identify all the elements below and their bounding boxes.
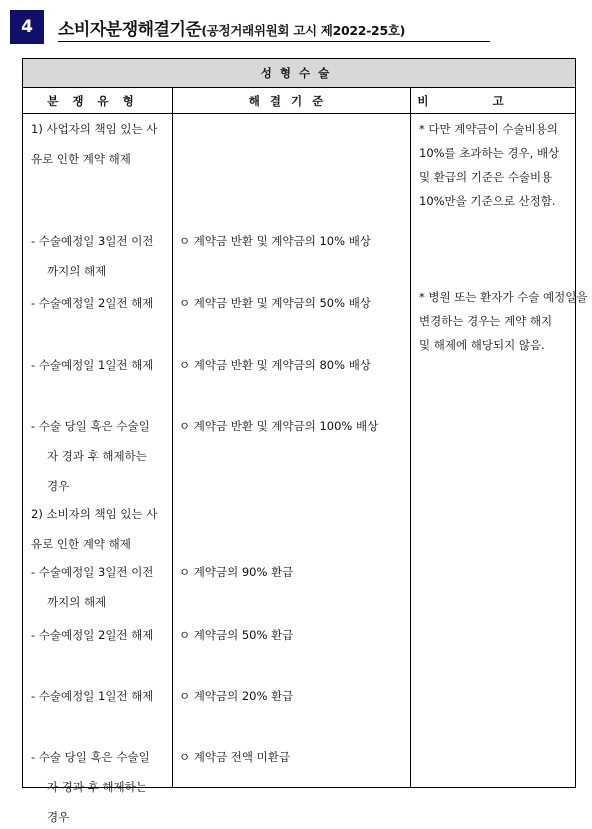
- page-title: [58, 15, 405, 40]
- dispute-type-line: 자 경과 후 해제하는: [47, 780, 147, 794]
- header-remarks: 비고: [417, 93, 568, 108]
- remark-line: 10%를 초과하는 경우, 배상: [419, 146, 560, 160]
- dispute-resolution-table: [22, 58, 588, 824]
- remark-line: 10%만을 기준으로 산정함.: [419, 194, 556, 208]
- dispute-type-line: - 수술 당일 혹은 수술일: [31, 419, 150, 433]
- dispute-type-line: 경우: [47, 479, 70, 493]
- dispute-type-line: - 수술예정일 1일전 해제: [31, 689, 154, 703]
- dispute-type-line: 2) 소비자의 책임 있는 사: [31, 507, 158, 521]
- dispute-type-line: - 수술예정일 3일전 이전: [31, 234, 154, 248]
- table-caption: 성형수술: [23, 59, 575, 88]
- column-divider: [172, 88, 173, 788]
- dispute-type-line: - 수술예정일 1일전 해제: [31, 358, 154, 372]
- dispute-type-line: - 수술예정일 3일전 이전: [31, 565, 154, 579]
- dispute-type-line: 1) 사업자의 책임 있는 사: [31, 122, 158, 136]
- title-sub: (공정거래위원회 고시 제2022-25호): [201, 23, 406, 38]
- dispute-type-line: - 수술예정일 2일전 해제: [31, 296, 154, 310]
- resolution-text: ㅇ 계약금의 50% 환급: [179, 628, 294, 642]
- dispute-type-line: 까지의 해제: [47, 595, 107, 609]
- remark-line: 및 환급의 기준은 수술비용: [419, 170, 553, 184]
- header-resolution: 해결기준: [248, 93, 334, 108]
- resolution-text: ㅇ 계약금 반환 및 계약금의 100% 배상: [179, 419, 379, 433]
- dispute-type-line: 유로 인한 계약 해제: [31, 537, 131, 551]
- dispute-type-line: 자 경과 후 해제하는: [47, 449, 147, 463]
- title-main: 소비자분쟁해결기준: [58, 20, 202, 40]
- dispute-type-line: 경우: [47, 810, 70, 824]
- header-dispute-type: 분쟁유형: [47, 93, 148, 108]
- resolution-text: ㅇ 계약금 반환 및 계약금의 50% 배상: [179, 296, 371, 310]
- resolution-text: ㅇ 계약금의 20% 환급: [179, 689, 294, 703]
- resolution-text: ㅇ 계약금 반환 및 계약금의 10% 배상: [179, 234, 371, 248]
- dispute-type-line: 유로 인한 계약 해제: [31, 152, 131, 166]
- remark-line: 및 해제에 해당되지 않음.: [419, 338, 545, 352]
- section-number-badge: 4: [10, 10, 44, 44]
- dispute-type-line: - 수술 당일 혹은 수술일: [31, 750, 150, 764]
- dispute-type-line: 까지의 해제: [47, 264, 107, 278]
- resolution-text: ㅇ 계약금 전액 미환급: [179, 750, 290, 764]
- column-divider: [410, 88, 411, 788]
- resolution-text: ㅇ 계약금 반환 및 계약금의 80% 배상: [179, 358, 371, 372]
- title-underline: [58, 41, 490, 42]
- table-header-row: [23, 88, 575, 114]
- resolution-text: ㅇ 계약금의 90% 환급: [179, 565, 294, 579]
- dispute-type-line: - 수술예정일 2일전 해제: [31, 628, 154, 642]
- remark-line: * 다만 계약금이 수술비용의: [419, 122, 558, 136]
- remark-line: 변경하는 경우는 계약 해지: [419, 314, 553, 328]
- remark-note: [419, 285, 588, 357]
- remark-line: * 병원 또는 환자가 수술 예정일을: [419, 290, 588, 304]
- remark-note: [419, 117, 577, 213]
- page-header: [10, 10, 490, 44]
